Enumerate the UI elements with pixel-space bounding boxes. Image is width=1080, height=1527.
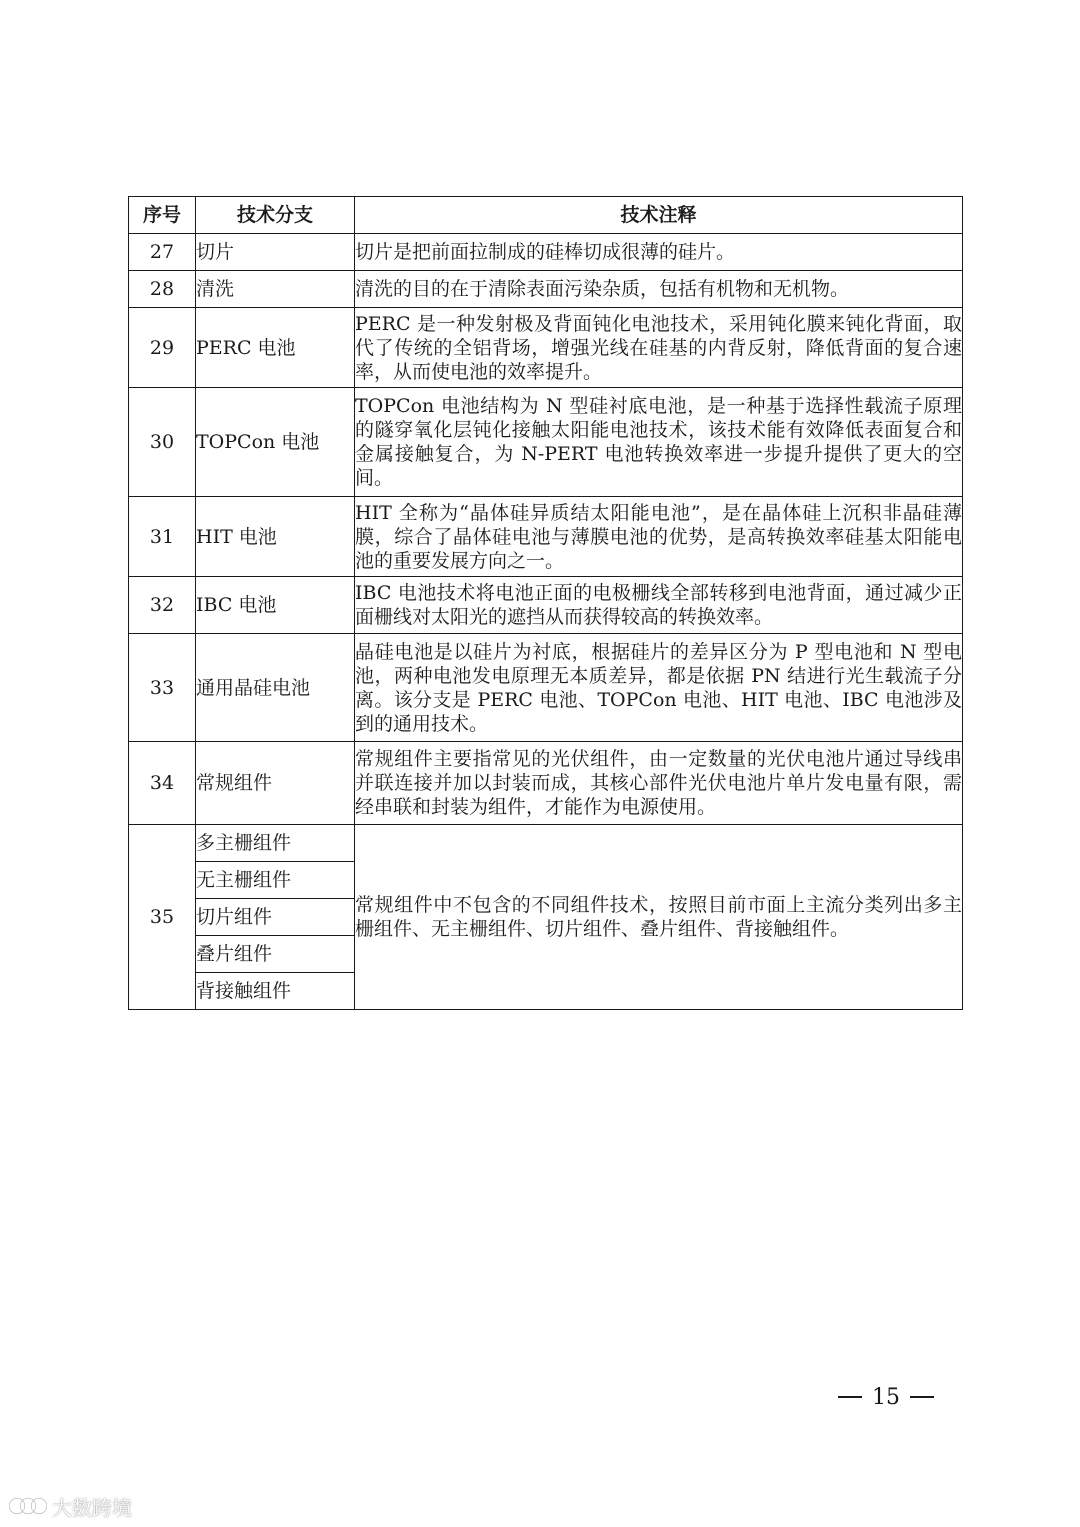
table-row (129, 308, 963, 388)
row-note: 清洗的目的在于清除表面污染杂质，包括有机物和无机物。 (355, 271, 963, 308)
row-note: 常规组件主要指常见的光伏组件，由一定数量的光伏电池片通过导线串并联连接并加以封装而成，其核心部件光伏电池片单片发电量有限，需经串联和封装为组件，才能作为电源使用。 (355, 742, 963, 825)
table-row (129, 742, 963, 825)
row-branch: IBC 电池 (196, 577, 355, 634)
row-no: 31 (129, 497, 196, 577)
row-branch: 叠片组件 (196, 936, 355, 973)
row-note: PERC 是一种发射极及背面钝化电池技术，采用钝化膜来钝化背面，取代了传统的全铝背场，增强光线在硅基的内背反射，降低背面的复合速率，从而使电池的效率提升。 (355, 308, 963, 388)
row-note: 晶硅电池是以硅片为衬底，根据硅片的差异区分为 P 型电池和 N 型电池，两种电池发电原理无本质差异，都是依据 PN 结进行光生载流子分离。该分支是 PERC 电池、TOPCon 电池、HIT 电池、IBC 电池涉及到的通用技术。 (355, 634, 963, 742)
table-row (129, 271, 963, 308)
page-number: 15 (872, 1384, 900, 1410)
row-branch: 多主栅组件 (196, 825, 355, 862)
header-no: 序号 (129, 197, 196, 234)
footer-dash-left (838, 1396, 862, 1398)
table-row (129, 234, 963, 271)
row-branch: TOPCon 电池 (196, 388, 355, 497)
row-note: 常规组件中不包含的不同组件技术，按照目前市面上主流分类列出多主栅组件、无主栅组件、切片组件、叠片组件、背接触组件。 (355, 825, 963, 1010)
row-no: 30 (129, 388, 196, 497)
header-note: 技术注释 (355, 197, 963, 234)
row-no: 27 (129, 234, 196, 271)
row-note: HIT 全称为“晶体硅异质结太阳能电池”，是在晶体硅上沉积非晶硅薄膜，综合了晶体硅电池与薄膜电池的优势，是高转换效率硅基太阳能电池的重要发展方向之一。 (355, 497, 963, 577)
row-no: 34 (129, 742, 196, 825)
table-row (129, 388, 963, 497)
header-branch: 技术分支 (196, 197, 355, 234)
row-branch: 背接触组件 (196, 973, 355, 1010)
tech-table (128, 196, 963, 1010)
row-no: 33 (129, 634, 196, 742)
row-no: 29 (129, 308, 196, 388)
table-row (129, 634, 963, 742)
watermark-text: 大数跨境 (52, 1495, 132, 1520)
table-row (129, 577, 963, 634)
table-row (129, 825, 963, 862)
row-note: 切片是把前面拉制成的硅棒切成很薄的硅片。 (355, 234, 963, 271)
row-note: TOPCon 电池结构为 N 型硅衬底电池，是一种基于选择性载流子原理的隧穿氧化层钝化接触太阳能电池技术，该技术能有效降低表面复合和金属接触复合，为 N-PERT 电池转换效率进一步提升提供了更大的空间。 (355, 388, 963, 497)
row-branch: 通用晶硅电池 (196, 634, 355, 742)
row-note: IBC 电池技术将电池正面的电极栅线全部转移到电池背面，通过减少正面栅线对太阳光的遮挡从而获得较高的转换效率。 (355, 577, 963, 634)
row-branch: 清洗 (196, 271, 355, 308)
row-branch: HIT 电池 (196, 497, 355, 577)
watermark (8, 1492, 132, 1520)
row-branch: PERC 电池 (196, 308, 355, 388)
page-footer (838, 1382, 934, 1412)
row-branch: 无主栅组件 (196, 862, 355, 899)
row-no: 28 (129, 271, 196, 308)
row-no: 32 (129, 577, 196, 634)
logo-icon (8, 1495, 48, 1517)
table-row (129, 497, 963, 577)
row-branch: 切片 (196, 234, 355, 271)
footer-dash-right (910, 1396, 934, 1398)
table-header-row (129, 197, 963, 234)
row-branch: 常规组件 (196, 742, 355, 825)
row-no: 35 (129, 825, 196, 1010)
row-branch: 切片组件 (196, 899, 355, 936)
